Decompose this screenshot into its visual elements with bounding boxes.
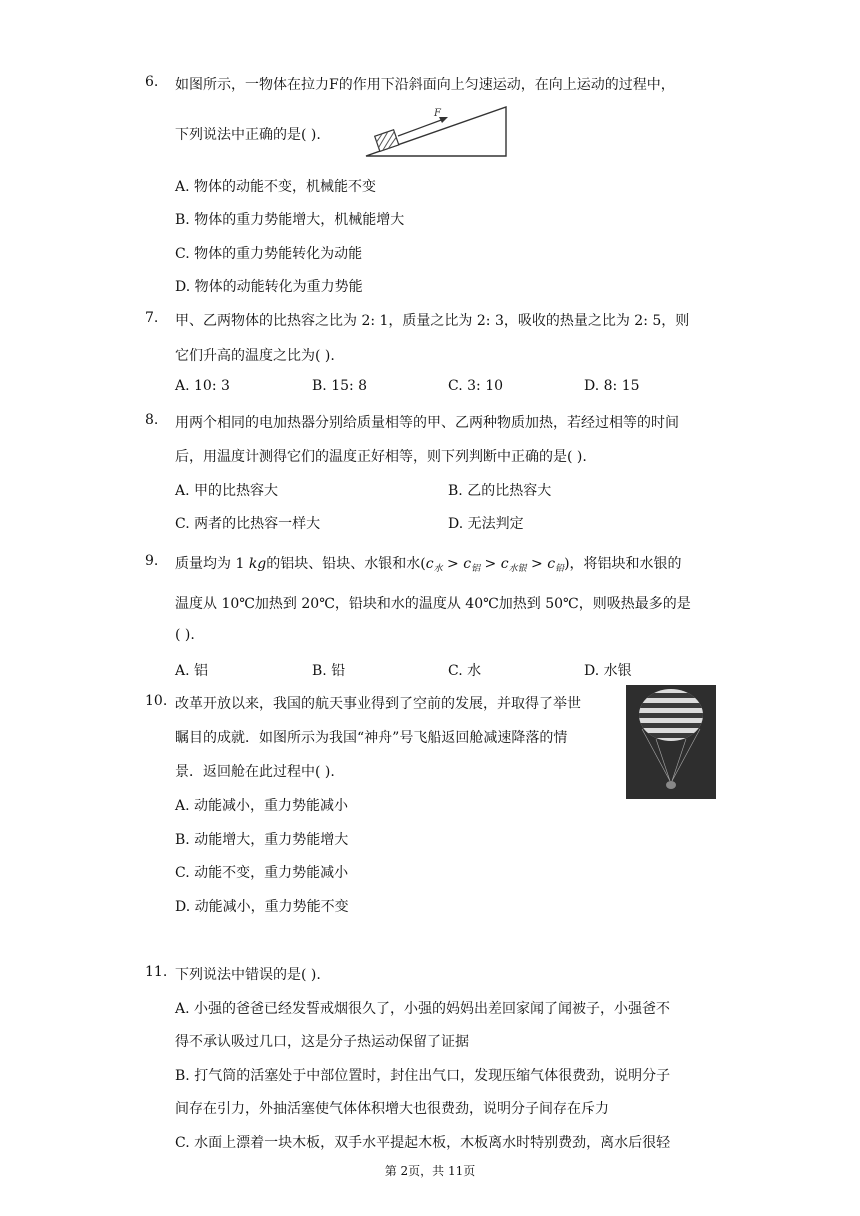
- q7-option-d: D. 8: 15: [584, 378, 640, 394]
- q9-stem-line1: 质量均为 1 kg的铝块、铅块、水银和水$(c_水 > c_铝 > c_{水银} > c_铅)$，将铝块和水银的: [175, 556, 682, 574]
- force-label: F: [434, 108, 441, 119]
- q6-number: 6.: [145, 74, 159, 90]
- page-footer: 第 2页，共 11页: [384, 1164, 476, 1178]
- parachute-photo: [626, 685, 716, 799]
- q6-option-d: D. 物体的动能转化为重力势能: [175, 279, 363, 295]
- q9-option-d: D. 水银: [584, 663, 632, 679]
- q11-option-c-line1: C. 水面上漂着一块木板，双手水平提起木板，木板离水时特别费劲，离水后很轻: [175, 1135, 671, 1151]
- q7-number: 7.: [145, 310, 159, 326]
- q10-stem-line1: 改革开放以来，我国的航天事业得到了空前的发展，并取得了举世: [175, 696, 581, 712]
- q8-stem-line1: 用两个相同的电加热器分别给质量相等的甲、乙两种物质加热，若经过相等的时间: [175, 415, 679, 431]
- q10-option-d: D. 动能减小，重力势能不变: [175, 899, 349, 915]
- q11-stem-line1: 下列说法中错误的是( ).: [175, 967, 321, 983]
- q6-stem-line2: 下列说法中正确的是( ).: [175, 127, 321, 143]
- q11-number: 11.: [145, 964, 168, 980]
- q9-stem-line3: ( ).: [175, 627, 195, 643]
- capsule: [666, 781, 676, 789]
- q6-option-b: B. 物体的重力势能增大，机械能增大: [175, 212, 405, 228]
- q9-option-c: C. 水: [448, 663, 482, 679]
- q7-option-b: B. 15: 8: [312, 378, 368, 394]
- q8-option-a: A. 甲的比热容大: [175, 483, 279, 499]
- q7-stem-line1: 甲、乙两物体的比热容之比为 2: 1，质量之比为 2: 3，吸收的热量之比为 2: 5，则: [175, 313, 690, 329]
- q7-option-c: C. 3: 10: [448, 378, 504, 394]
- q11-option-b-line2: 间存在引力，外抽活塞使气体体积增大也很费劲，说明分子间存在斥力: [175, 1101, 609, 1117]
- q11-option-a-line2: 得不承认吸过几口，这是分子热运动保留了证据: [175, 1034, 469, 1050]
- q7-option-a: A. 10: 3: [175, 378, 230, 394]
- q10-option-b: B. 动能增大，重力势能增大: [175, 832, 349, 848]
- q11-option-b-line1: B. 打气筒的活塞处于中部位置时，封住出气口，发现压缩气体很费劲，说明分子: [175, 1068, 671, 1084]
- q9-option-b: B. 铅: [312, 663, 346, 679]
- incline-figure: [364, 104, 509, 159]
- q10-option-a: A. 动能减小，重力势能减小: [175, 798, 349, 814]
- q9-number: 9.: [145, 553, 159, 569]
- q8-option-d: D. 无法判定: [448, 516, 524, 532]
- q8-option-b: B. 乙的比热容大: [448, 483, 552, 499]
- q10-stem-line2: 瞩目的成就．如图所示为我国“神舟”号飞船返回舱减速降落的情: [175, 730, 568, 746]
- q9-stem-line2: 温度从 10℃加热到 20℃，铅块和水的温度从 40℃加热到 50℃，则吸热最多的是: [175, 596, 691, 612]
- q6-option-c: C. 物体的重力势能转化为动能: [175, 246, 363, 262]
- q10-stem-line3: 景．返回舱在此过程中( ).: [175, 764, 335, 780]
- q8-number: 8.: [145, 412, 159, 428]
- q6-option-a: A. 物体的动能不变，机械能不变: [175, 179, 377, 195]
- force-arrow: [398, 119, 444, 136]
- q11-option-a-line1: A. 小强的爸爸已经发誓戒烟很久了，小强的妈妈出差回家闻了闻被子，小强爸不: [175, 1001, 671, 1017]
- q10-number: 10.: [145, 693, 168, 709]
- q10-option-c: C. 动能不变，重力势能减小: [175, 865, 349, 881]
- q9-option-a: A. 铝: [175, 663, 209, 679]
- q7-stem-line2: 它们升高的温度之比为( ).: [175, 348, 335, 364]
- q8-stem-line2: 后，用温度计测得它们的温度正好相等，则下列判断中正确的是( ).: [175, 449, 587, 465]
- q6-stem-line1: 如图所示，一物体在拉力F的作用下沿斜面向上匀速运动，在向上运动的过程中，: [175, 77, 675, 93]
- q8-option-c: C. 两者的比热容一样大: [175, 516, 321, 532]
